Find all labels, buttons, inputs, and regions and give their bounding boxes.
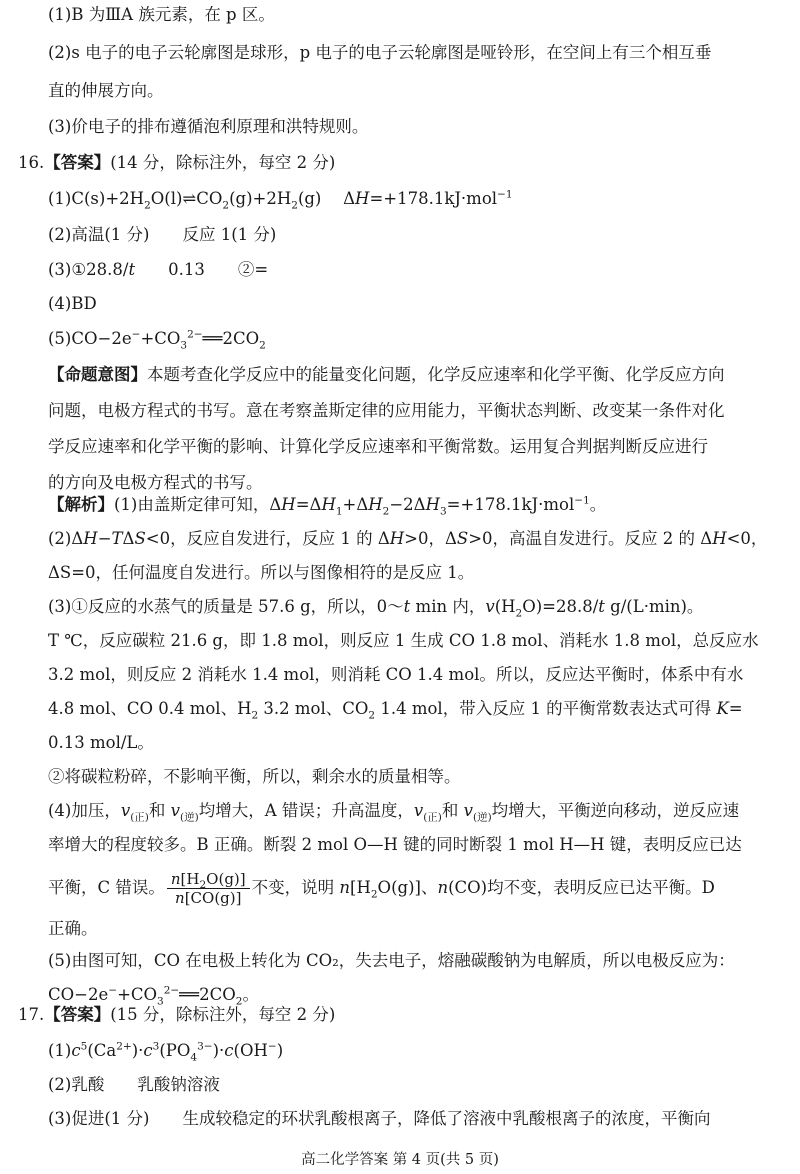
text-line: 3.2 mol，则反应 2 消耗水 1.4 mol，则消耗 CO 1.4 mol。所以，反应达平衡时，体系中有水 <box>48 665 744 684</box>
text-line: 正确。 <box>48 919 98 938</box>
answer-label: 【答案】 <box>44 1005 111 1024</box>
text-line: T ℃，反应碳粒 21.6 g，即 1.8 mol，则反应 1 生成 CO 1.8 mol、消耗水 1.8 mol，总反应水 <box>48 631 759 650</box>
text-line: (2)高温(1 分) 反应 1(1 分) <box>48 225 277 244</box>
answer-label: 【答案】 <box>44 153 111 172</box>
text-line: (5)由图可知，CO 在电极上转化为 CO₂，失去电子，熔融碳酸钠为电解质，所以电极反应为： <box>48 951 735 970</box>
text-line: (3)促进(1 分) 生成较稳定的环状乳酸根离子，降低了溶液中乳酸根离子的浓度，平衡向 <box>48 1109 711 1128</box>
text-line: (4)加压，$v_{(正)}$和 $v_{(逆)}$均增大，A 错误；升高温度，$v_{(正)}$和 $v_{(逆)}$均增大，平衡逆向移动，逆反应速 <box>48 801 740 822</box>
text-line: (2)s 电子的电子云轮廓图是球形，p 电子的电子云轮廓图是哑铃形，在空间上有三个相互垂 <box>48 43 712 62</box>
equation-line: $(1)C(s)+2H_2O(l)\rightleftharpoons CO_2(g)+2H_2(g)$ ΔH=+178.1kJ·mol$^{-1}$ <box>48 188 513 210</box>
analysis-line: 【解析】(1)由盖斯定律可知，$\Delta H=\Delta H_1+\Delta H_2-2\Delta H_3=+178.1kJ\cdot mol^{-1}$。 <box>48 494 607 516</box>
question-17-header <box>18 1004 753 1026</box>
question-16-header <box>18 152 753 174</box>
text-line: 直的伸展方向。 <box>48 81 164 100</box>
text-line: (2)ΔH−TΔS<0，反应自发进行，反应 1 的 ΔH>0，ΔS>0，高温自发进行。反应 2 的 ΔH<0， <box>48 529 768 548</box>
ratio-fraction: $\frac{n[H_2O(g)]}{n[CO(g)]}$ <box>167 870 250 907</box>
text-line: (3)①反应的水蒸气的质量是 57.6 g，所以，0～t min 内，$v(H_2O)=28.8/t$ g/(L·min)。 <box>48 597 704 618</box>
text-line: 的方向及电极方程式的书写。 <box>48 473 263 492</box>
intent-line: 【命题意图】本题考查化学反应中的能量变化问题，化学反应速率和化学平衡、化学反应方向 <box>48 365 725 384</box>
text-line: 率增大的程度较多。B 正确。断裂 2 mol O—H 键的同时断裂 1 mol H—H 键，表明反应已达 <box>48 835 742 854</box>
score-note: (15 分，除标注外，每空 2 分) <box>110 1005 336 1024</box>
equation-line: $(5)CO-2e^-+CO_3^{2-}══2CO_2$ <box>48 328 266 350</box>
text-line: ΔS=0，任何温度自发进行。所以与图像相符的是反应 1。 <box>48 563 475 582</box>
text-line: (3)①28.8/t 0.13 ②= <box>48 260 269 279</box>
question-number: 16. <box>18 153 45 172</box>
equation-line: $CO-2e^-+CO_3^{2-}══2CO_2$。 <box>48 984 259 1006</box>
fraction-line: 平衡，C 错误。 $\frac{n[H_2O(g)]}{n[CO(g)]}$ 不变，说明 $n[H_2O(g)]$、n(CO)均不变，表明反应已达平衡。D <box>48 870 715 907</box>
text-line: (1)B 为ⅢA 族元素，在 p 区。 <box>48 5 275 24</box>
text-line: (3)价电子的排布遵循泡利原理和洪特规则。 <box>48 117 369 136</box>
text-line: 4.8 mol、CO 0.4 mol、$H_2$ 3.2 mol、$CO_2$ 1.4 mol，带入反应 1 的平衡常数表达式可得 K= <box>48 699 743 720</box>
equation-line: $(1)c^5(Ca^{2+})\cdot c^3(PO_4^{3-})\cdot c(OH^-)$ <box>48 1040 284 1062</box>
text-line: 问题，电极方程式的书写。意在考察盖斯定律的应用能力，平衡状态判断、改变某一条件对化 <box>48 401 725 420</box>
text-line: (2)乳酸 乳酸钠溶液 <box>48 1075 220 1094</box>
analysis-label: 【解析】 <box>48 495 114 514</box>
page-footer: 高二化学答案 第 4 页(共 5 页) <box>301 1152 499 1168</box>
question-number: 17. <box>18 1005 45 1024</box>
score-note: (14 分，除标注外，每空 2 分) <box>110 153 336 172</box>
text-line: 学反应速率和化学平衡的影响、计算化学反应速率和平衡常数。运用复合判据判断反应进行 <box>48 437 708 456</box>
intent-label: 【命题意图】 <box>48 365 147 384</box>
text-line: (4)BD <box>48 294 97 313</box>
text-line: 0.13 mol/L。 <box>48 733 154 752</box>
text-line: ②将碳粒粉碎，不影响平衡，所以，剩余水的质量相等。 <box>48 767 461 786</box>
